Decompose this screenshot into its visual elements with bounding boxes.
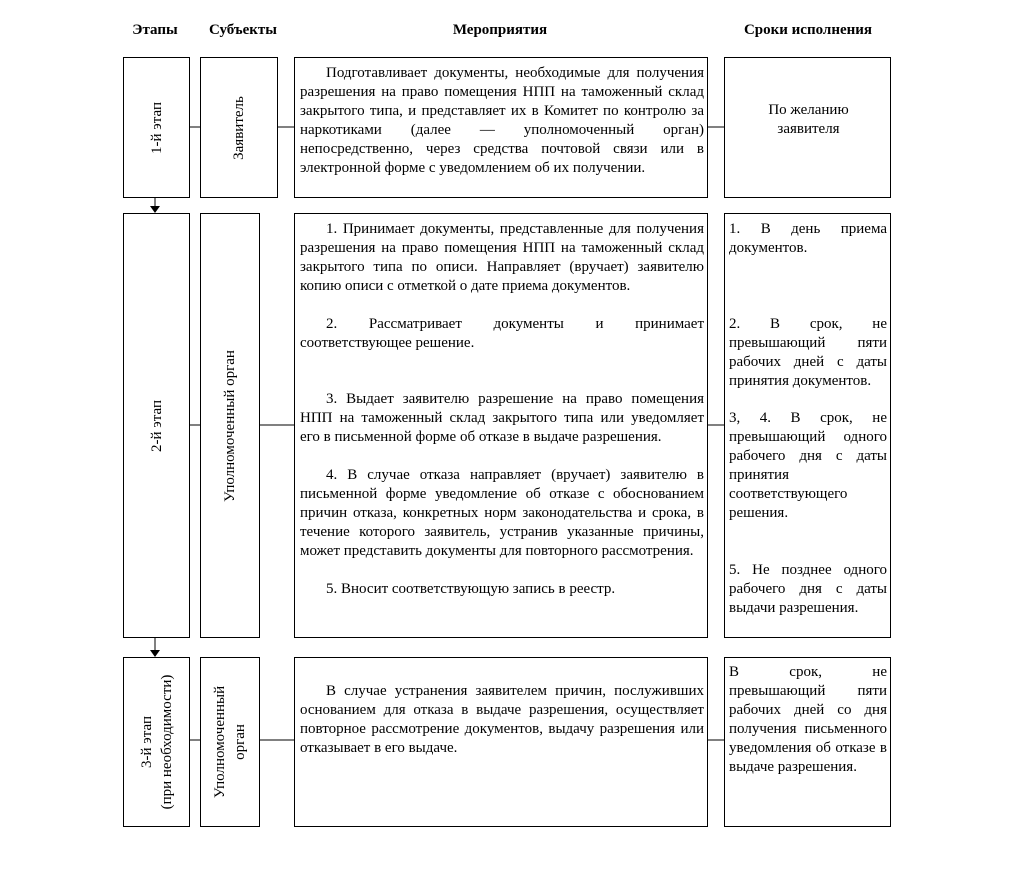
stage3-label-line1: 3-й этап <box>138 716 155 768</box>
stage2-deadline-4: 5. Не позднее одного рабочего дня с даты выдачи разрешения. <box>729 562 887 616</box>
header-stages: Этапы <box>132 22 178 38</box>
stage2-action-1: 1. Принимает документы, представленные для получения разрешения на право помещения НПП на таможенный склад закрытого типа по описи. Направляет (вручает) заявителю копию описи с отметкой о дате приема документов. <box>300 221 704 294</box>
stage3-label <box>137 675 177 810</box>
stage2-box <box>123 213 190 638</box>
stage3-box <box>123 657 190 827</box>
stage3-label-line2: (при необходимости) <box>158 674 175 810</box>
stage1-subject-box <box>200 57 278 198</box>
stage3-subject-box <box>200 657 260 827</box>
stage1-deadline-box <box>724 57 891 198</box>
stage3-action-box <box>294 657 708 827</box>
stage2-deadline-box <box>724 213 891 638</box>
stage1-action-box <box>294 57 708 198</box>
stage3-deadline: В срок, не превышающий пяти рабочих дней со дня получения письменного уведомления об отказе в выдаче разрешения. <box>729 664 887 775</box>
stage2-label: 2-й этап <box>148 399 165 452</box>
stage3-action: В случае устранения заявителем причин, послуживших основанием для отказа в выдаче разрешения, осуществляет повторное рассмотрение документов, выдачу разрешения или отказывает в его выдаче. <box>300 683 704 756</box>
stage1-box <box>123 57 190 198</box>
header-actions: Мероприятия <box>452 22 548 38</box>
arrow-down-icon <box>150 206 160 213</box>
stage2-action-4: 4. В случае отказа направляет (вручает) заявителю в письменной форме уведомление об отказе с обоснованием причин отказа, конкретных норм законодательства и срока, в течение которого заявитель, устранив указанные причины, может представить документы для повторного рассмотрения. <box>300 467 704 559</box>
stage1-label: 1-й этап <box>148 101 165 154</box>
stage2-action-2: 2. Рассматривает документы и принимает соответствующее решение. <box>300 316 704 351</box>
header-deadlines: Сроки исполнения <box>743 22 873 38</box>
stage2-action-3: 3. Выдает заявителю разрешение на право помещения НПП на таможенный склад закрытого типа или уведомляет его в письменной форме об отказе в выдаче разрешения. <box>300 391 704 445</box>
arrow-down-icon <box>150 650 160 657</box>
stage2-subject: Уполномоченный орган <box>222 349 238 502</box>
stage2-deadline-1: 1. В день приема документов. <box>729 221 887 256</box>
stage3-subject <box>210 686 250 798</box>
stage2-action-box <box>294 213 708 638</box>
stage3-subject-line1: Уполномоченный <box>212 685 228 799</box>
stage1-action: Подготавливает документы, необходимые для получения разрешения на право помещения НПП на таможенный склад закрытого типа, и представляет их в Комитет по контролю за наркотиками (далее — уполномоченный орган) непосредственно, через средства почтовой связи или в электронной форме с уведомлением об их получении. <box>300 65 704 176</box>
stage2-subject-box <box>200 213 260 638</box>
stage1-deadline: По желанию заявителя <box>768 102 849 137</box>
stage2-deadline-2: 2. В срок, не превышающий пяти рабочих дней с даты принятия документов. <box>729 316 887 389</box>
stage3-deadline-box <box>724 657 891 827</box>
header-subjects: Субъекты <box>208 22 277 38</box>
stage1-subject: Заявитель <box>231 95 247 160</box>
stage2-deadline-3: 3, 4. В срок, не превышающий одного рабочего дня с даты принятия соответствующего решения. <box>729 410 887 521</box>
stage2-action-5: 5. Вносит соответствующую запись в реестр. <box>326 581 616 597</box>
stage3-subject-line2: орган <box>232 724 248 760</box>
